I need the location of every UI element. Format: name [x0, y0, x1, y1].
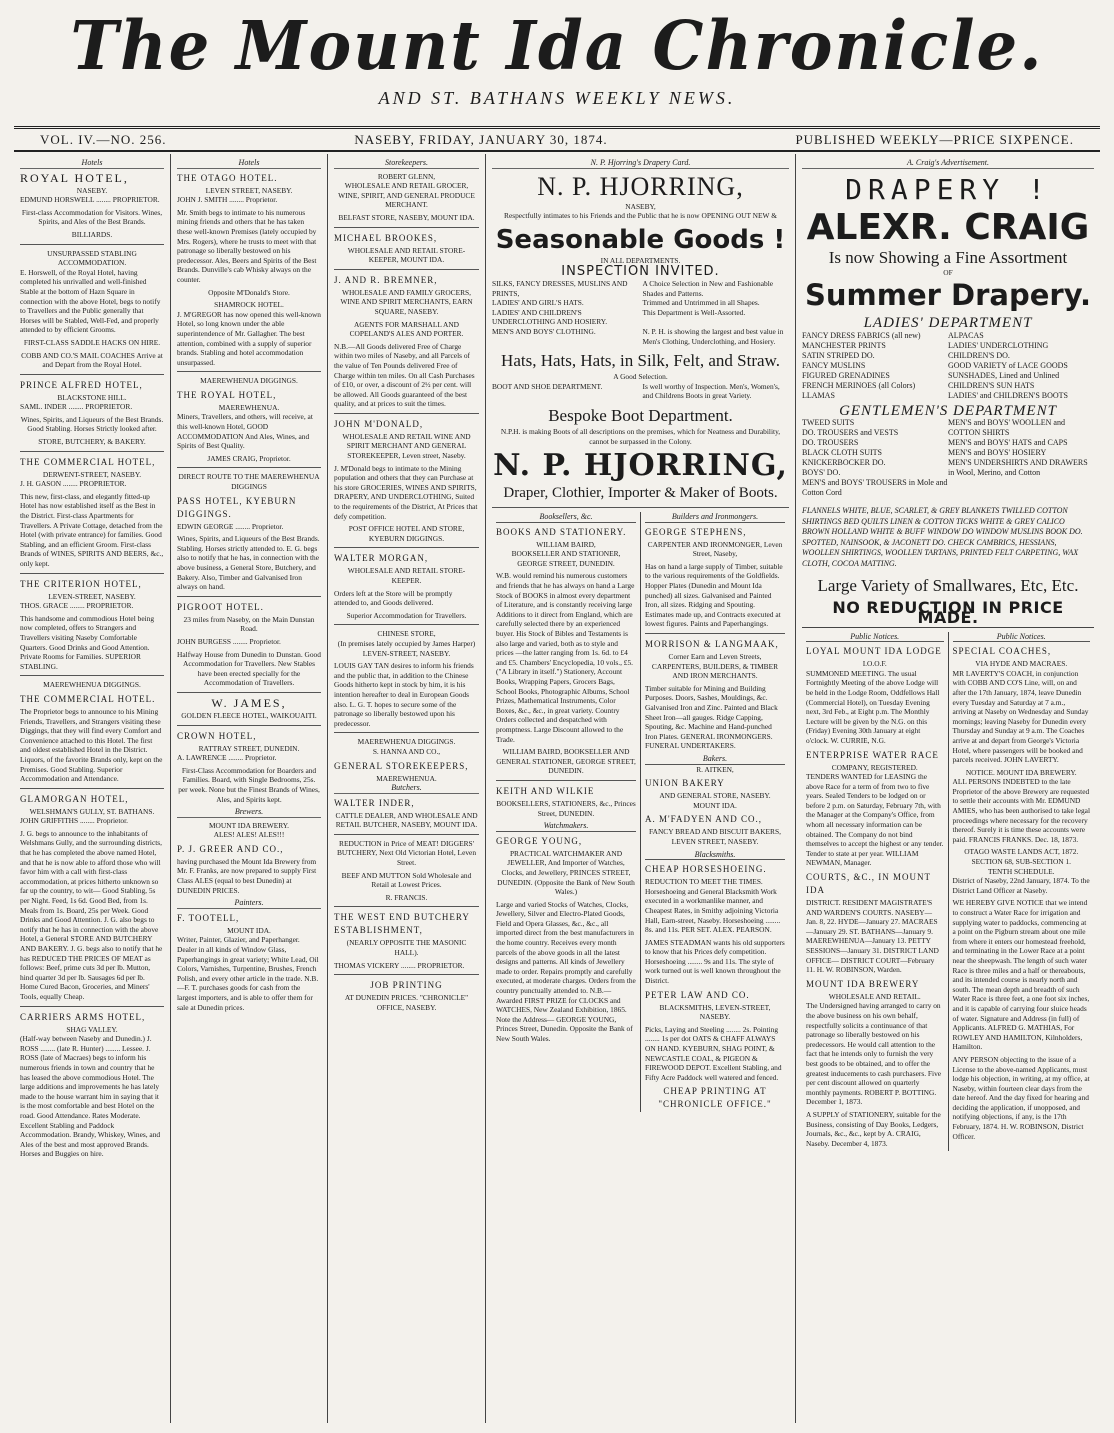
ad-text: (NEARLY OPPOSITE THE MASONIC HALL).	[346, 938, 467, 958]
showing-line: Is now Showing a Fine Assortment	[828, 247, 1068, 267]
ad-subheading: TENTH SCHEDULE.	[987, 866, 1055, 876]
ad-text: The Proprietor begs to announce to his Mining Friends, Travellers, and Strangers visiting these Diggings, that they will find every Comfort and Convenience attached to this Hotel. The first and oldest established Hotel in the District. Liquors, of the favorite Brands only, kept on the Premises. Good Stabling. Superior Accommodation and Attendance.	[20, 706, 163, 784]
ad-title: WILLIAM BAIRD,	[536, 539, 596, 549]
ad-text: (Half-way between Naseby and Dunedin.) J. ROSS ........ (late R. Hunter) ........ Lessee. J. ROSS (late of Macraes) begs to inform his numerous friends in town and country that he has leased the above commodious Hotel. The large additions and improvements he has lately made to the house warrant him in saying that it is the most comfortable and best Hotel on the road. Good Attendance. Rates Moderate. Excellent Stabling and Paddock Accommodation. Brandy, Whiskey, Wines, and Ales of the best and most approved Brands. Horses and Buggies on hire.	[20, 1034, 161, 1159]
inspection-invited: INSPECTION INVITED.	[561, 264, 720, 280]
ad-subheading: UNSURPASSED STABLING ACCOMMODATION.	[47, 248, 137, 268]
goods-row	[492, 327, 789, 346]
ad-text: R. AITKEN,	[696, 764, 734, 774]
ad-text: CATTLE DEALER, AND WHOLESALE AND RETAIL BUTCHER, NASEBY, MOUNT IDA.	[335, 810, 478, 830]
ad-text: A SUPPLY of STATIONERY, suitable for the Business, consisting of Day Books, Ledgers, Journals, &c., &c., kept by A. CRAIG, Naseby. December 4, 1873.	[806, 1109, 941, 1148]
ad-place: DERWENT-STREET, NASEBY.	[42, 469, 142, 479]
list-item: MEN'S and BOYS' HATS and CAPS	[948, 438, 1068, 448]
list-item: FRENCH MERINOES (all Colors)	[802, 380, 916, 390]
ad-place: MAEREWHENUA.	[218, 402, 280, 412]
column-5-split	[802, 632, 1094, 1152]
ad-title: ROYAL HOTEL,	[20, 170, 129, 185]
goods-line: LADIES' AND GIRL'S HATS.	[492, 298, 584, 308]
goods-desc: N. P. H. is showing the largest and best value in Men's Clothing, Underclothing, and Hosiery.	[642, 326, 784, 346]
ad-subheading: ALES! ALES! ALES!!!	[213, 830, 285, 840]
ad-subheading: MAEREWHENUA DIGGINGS.	[200, 376, 298, 386]
list-item: MEN'S and BOYS' TROUSERS in Mole and Cotton Cord	[802, 478, 948, 498]
ad-text: DISTRICT. RESIDENT MAGISTRATE'S AND WARDEN'S COURTS. NASEBY—Jan. 8, 22. HYDE—January 27. MACRAES—January 29. ST. BATHANS—January 9. MAEREWHENUA—January 13. PETTY SESSIONS—January 31. DISTRICT LAND OFFICE— DISTRICT COURT—February 11. H. W. ROBINSON, Warden.	[806, 898, 939, 975]
divider	[177, 467, 321, 468]
list-item: DO. TROUSERS	[802, 438, 859, 448]
ad-text: N.B.—All Goods delivered Free of Charge within two miles of Naseby, and all Parcels of the value of Ten Pounds delivered Free of Charge within ten miles. On all Cash Purchases of £10, or over, a discount of 2½ per cent. will be allowed. All Goods guaranteed of the best quality, and at prices to suit the times.	[334, 341, 475, 409]
columns	[14, 154, 1100, 1423]
column-storekeepers	[328, 154, 486, 1423]
divider	[177, 692, 321, 693]
ad-text: CARPENTER AND IRONMONGER, Leven Street, Naseby,	[647, 539, 783, 559]
ad-title: CARRIERS ARMS HOTEL,	[20, 1011, 146, 1022]
ad-text: W.B. would remind his numerous customers and friends that he has always on hand a Large Stock of BOOKS in almost every department of Literature, and is constantly receiving large Additions to it direct from England, which are carefully selected there by an experienced buyer. His Stock of Bibles and Testaments is also large and varied, both as to style and prices —the latter ranging from 1s. 6d. to £4 and £5. Chambers' Encyclopedia, 10 vols., £5. ("A Library in itself.") Stationery, Account Books, Wrapping Papers, Grocers Bags, School Books, Photographic Albums, School Prizes, Mathematical Instruments, Color Boxes, &c., &c., in great variety. Country Orders collected and despatched with promptness. Large Discount allowed to the Trade.	[496, 571, 635, 744]
ad-title: A. M'FADYEN AND CO.,	[645, 814, 762, 825]
ad-text: 23 miles from Naseby, on the Main Dunstan Road.	[183, 614, 315, 634]
divider	[20, 451, 164, 452]
list-item: SUNSHADES, Lined and Unlined	[948, 370, 1060, 380]
ad-text: This handsome and commodious Hotel being now completed, offers to Strangers and Travellers visiting Naseby Comfortable Quarters. Good Drinks and Good Attention. Private Rooms for Families. SUPERIOR STABLING.	[20, 613, 155, 671]
divider	[645, 633, 785, 634]
ad-place: SHAG VALLEY.	[66, 1024, 118, 1034]
gentlemen-list	[802, 418, 1094, 498]
ad-title: MICHAEL BROOKES,	[334, 232, 438, 243]
ad-title: GLAMORGAN HOTEL,	[20, 793, 129, 804]
ladies-list-left	[802, 331, 948, 401]
list-item: TWEED SUITS	[802, 418, 855, 428]
ad-text: REDUCTION in Price of MEAT! DIGGERS' BUTCHERY, Next Old Victorian Hotel, Leven Street.	[336, 838, 477, 868]
ad-place: SECTION 68, SUB-SECTION 1.	[971, 857, 1072, 867]
list-item: GOOD VARIETY of LACE GOODS	[948, 360, 1068, 370]
bespoke-heading: Bespoke Boot Department.	[548, 405, 733, 425]
ad-text: Opposite M'Donald's Store.	[208, 287, 290, 297]
ad-text: AND GENERAL STORE, NASEBY. MOUNT IDA.	[659, 791, 771, 810]
ad-place: WELSHMAN'S GULLY, ST. BATHANS.	[29, 806, 155, 816]
ad-title: KEITH AND WILKIE	[496, 785, 595, 796]
column-4-split	[492, 512, 789, 1112]
ad-title: P. J. GREER AND CO.,	[177, 843, 284, 854]
ad-text: WHOLESALE AND RETAIL WINE AND SPIRIT MERCHANT AND GENERAL STOREKEEPER, Leven street, Naseby.	[342, 431, 471, 461]
ad-title: W. JAMES,	[211, 695, 287, 710]
list-item: CHILDREN'S DO.	[948, 350, 1010, 360]
ad-place: MOUNT IDA.	[227, 925, 271, 935]
ad-proprietor: JOHN BURGESS ........ Proprietor.	[177, 636, 281, 646]
ad-text: BLACKSMITHS, LEVEN-STREET, NASEBY.	[659, 1002, 771, 1022]
section-heading: Brewers.	[177, 807, 321, 818]
ad-text: District of Naseby, 22nd January, 1874. To the District Land Officer at Naseby.	[952, 876, 1090, 895]
divider	[334, 269, 479, 270]
ad-subheading: BILLIARDS.	[71, 229, 113, 239]
ad-text: J. M'GREGOR has now opened this well-known Hotel, so long known under the able superintendence of Mr. Gallagher. The best attention, combined with a supply of superior brands. Stabling and hotel accommodation unsurpassed.	[177, 309, 322, 367]
ad-title: THE COMMERCIAL HOTEL,	[20, 456, 156, 467]
seasonable-goods: Seasonable Goods !	[495, 224, 786, 255]
ad-text: AGENTS FOR MARSHALL AND COPELAND'S ALES AND PORTER.	[349, 319, 464, 339]
list-item: MEN'S and BOYS' WOOLLEN and COTTON SHIRTS	[948, 418, 1065, 438]
ad-title: WALTER INDER,	[334, 797, 415, 808]
list-item: MEN'S and BOYS' HOSIERY	[948, 448, 1047, 458]
ad-title: PIGROOT HOTEL.	[177, 601, 264, 612]
goods-line: BOOT AND SHOE DEPARTMENT.	[492, 381, 603, 391]
goods-line: LADIES' AND CHILDREN'S UNDERCLOTHING AND HOSIERY.	[492, 307, 608, 327]
price-line: PUBLISHED WEEKLY—PRICE SIXPENCE.	[795, 131, 1074, 147]
ad-place: GOLDEN FLEECE HOTEL, WAIKOUAITI.	[181, 710, 317, 720]
ad-subheading: MAEREWHENUA DIGGINGS.	[357, 737, 456, 747]
subcolumn-notices-left	[802, 632, 949, 1152]
section-heading: Blacksmiths.	[645, 850, 785, 861]
list-item: FANCY DRESS FABRICS (all new)	[802, 330, 921, 340]
divider	[177, 371, 321, 372]
ad-text: BOOKSELLERS, STATIONERS, &c., Princes Street, DUNEDIN.	[496, 798, 636, 818]
ad-text: ALL PERSONS INDEBTED to the late Proprietor of the above Brewery are requested to settle their accounts with Mr. EDMUND AMIES, who has been authorised to take legal proceedings where necessary for the recovery thereof. Surely it is time these accounts were paid. FRANCIS FRANKS. Dec. 18, 1873.	[952, 777, 1091, 844]
gentlemens-department: GENTLEMEN'S DEPARTMENT	[839, 402, 1057, 419]
divider	[334, 834, 479, 835]
list-item: MEN'S UNDERSHIRTS AND DRAWERS in Wool, Merino, and Cotton	[948, 458, 1088, 478]
section-heading: Booksellers, &c.	[496, 512, 636, 523]
ad-text: Respectfully intimates to his Friends and the Public that he is now OPENING OUT NEW &	[504, 211, 777, 221]
ad-text: Miners, Travellers, and others, will receive, at this well-known Hotel, GOOD ACCOMMODATION And Ales, Wines, and Spirits of Best Quality.	[177, 412, 313, 451]
dateline	[14, 126, 1100, 152]
ad-title: CHINESE STORE,	[377, 629, 436, 639]
ad-text: First-Class Accommodation for Boarders and Families. Board, with Single Bedrooms, 25s. per week. None but the Finest Brands of Wines, Ales, and Spirits kept.	[178, 765, 320, 804]
ad-text: BOOKSELLER AND STATIONER, GEORGE STREET, DUNEDIN.	[511, 549, 621, 568]
ad-text: Large and varied Stocks of Watches, Clocks, Jewellery, Silver and Electro-Plated Goods, Field and Opera Glasses, &c., &c., all imported direct from the best manufacturers in the home country. Receives every month parcels of the above goods in all the latest designs and patterns. All kinds of Jewellery made to order. Repairs promptly and carefully executed, at moderate charges. Orders from the country punctually attended to. N.B.—Awarded FIRST PRIZE for CLOCKS and WATCHES, New Zealand Exhibition, 1865. Note the Address— GEORGE YOUNG, Princes Street, Dunedin. Opposite the Bank of New South Wales.	[496, 899, 636, 1043]
section-heading: Hotels	[177, 158, 321, 169]
subcolumn-books	[492, 512, 641, 1112]
goods-desc: Is well worthy of Inspection. Men's, Women's, and Childrens Boots in great Variety.	[642, 381, 780, 401]
ad-text: J. M'Donald begs to intimate to the Mining population and others that they can Purchase at his store GROCERIES, WINES AND SPIRITS, DRAPERY, AND UNDERCLOTHING, Suited to the requirements of the District, At Prices that defy competition.	[334, 463, 478, 521]
ad-title: JOB PRINTING	[370, 980, 443, 991]
divider	[20, 788, 164, 789]
ad-text: WHOLESALE AND RETAIL STORE-KEEPER, MOUNT IDA.	[347, 245, 466, 265]
ad-title: JOHN M'DONALD,	[334, 418, 424, 429]
column-hotels-2	[171, 154, 328, 1423]
hats-heading: Hats, Hats, Hats, in Silk, Felt, and Straw.	[501, 351, 780, 371]
section-heading: A. Craig's Advertisement.	[802, 158, 1094, 169]
ad-place: VIA HYDE AND MACRAES.	[975, 659, 1068, 669]
ad-text: Wines, Spirits, and Liqueurs of the Best Brands. Good Stabling. Horses Strictly looked after.	[20, 414, 164, 434]
smallwares-line: Large Variety of Smallwares, Etc, Etc.	[817, 576, 1079, 596]
ad-place: NASEBY.	[76, 185, 108, 195]
ad-text: J. G. begs to announce to the inhabitants of Welshmans Gully, and the surrounding districts, that he has completed the above named Hotel, and that he is now able to afford those who will favor him with a call with first-class accommodation, at prices hitherto unknown so far up the country, to wit— Good Stabling, 5s per Night. Feed, 1s 6d. Good Bed, from 1s. Meals from 1s. Board, 25s per Week. Good Drinks and Good Attention. J. G. also begs to notify that he has in connection with the above Hotel, a General STORE AND BUTCHERY AND BAKERY. J. G. begs also to notify that he has REDUCED THE PRICES OF MEAT as follows: Beef, prime cuts 3d per lb. Mutton, hind quarter 3d per lb. Sausages 6d per lb. Home Cured Bacon, Groceries, and Miners' Tools, equally Cheap.	[20, 828, 163, 1001]
ad-proprietor: JAMES CRAIG, Proprietor.	[207, 453, 291, 463]
list-item: FIGURED GRENADINES	[802, 370, 890, 380]
ad-proprietor: A. LAWRENCE ........ Proprietor.	[177, 753, 277, 763]
goods-desc: Trimmed and Untrimmed in all Shapes.	[642, 298, 760, 308]
ad-proprietor: EDMUND HORSWELL ........ PROPRIETOR.	[20, 195, 160, 205]
goods-row	[492, 279, 789, 298]
ad-title: BOOKS AND STATIONERY.	[496, 526, 627, 537]
ad-title: UNION BAKERY	[645, 778, 725, 789]
ad-title: COURTS, &C., IN MOUNT IDA	[806, 872, 931, 896]
ad-text: WHOLESALE AND RETAIL STORE-KEEPER.	[347, 566, 466, 585]
ad-title: THE ROYAL HOTEL,	[177, 389, 277, 400]
ad-title: GEORGE YOUNG,	[496, 835, 583, 846]
ad-text: IN ALL DEPARTMENTS.	[600, 255, 681, 265]
ad-title: GENERAL STOREKEEPERS,	[334, 760, 469, 771]
ad-text: FIRST-CLASS SADDLE HACKS ON HIRE.	[23, 337, 161, 347]
ad-text: A Good Selection.	[613, 372, 668, 382]
newspaper-page	[14, 8, 1100, 1423]
ad-text: BEEF AND MUTTON Sold Wholesale and Retail at Lowest Prices.	[341, 870, 472, 890]
ad-text: SUMMONED MEETING. The usual Fortnightly Meeting of the above Lodge will be held in the Lodge Room, Oddfellows Hall (Commercial Hotel), on Tuesday Evening next, 3rd Feb., at Eight p.m. The Monthly Lecture will be given by the N.G. on this (Friday) Evening 30th January at eight o'clock. W. CURRIE, N.G.	[806, 668, 940, 745]
ad-text: Corner Earn and Leven Streets, CARPENTERS, BUILDERS, & TIMBER AND IRON MERCHANTS.	[651, 652, 779, 681]
ad-text: PRACTICAL WATCHMAKER AND JEWELLER, And Importer of Watches, Clocks, and Jewellery, PRINCES STREET, DUNEDIN. (Opposite the Bank of New South Wales.)	[497, 848, 635, 897]
divider	[334, 906, 479, 907]
ad-text: Picks, Laying and Steeling ........ 2s. Pointing ........ 1s per dot OATS & CHAFF ALWAYS ON HAND. KYEBURN, SHAG POINT, & NEWCASTLE COAL, & PIGEON & FIREWOOD DEPOT. Excellent Stabling, and Fifty Acre Paddock well watered and fenced.	[645, 1024, 782, 1082]
list-item: FANCY MUSLINS	[802, 360, 866, 370]
ad-title: OTAGO WASTE LANDS ACT, 1872.	[964, 847, 1079, 857]
ladies-department: LADIES' DEPARTMENT	[863, 315, 1033, 332]
ad-place: BLACKSTONE HILL.	[57, 392, 127, 402]
list-item: BOYS' DO.	[802, 468, 841, 478]
goods-desc: This Department is Well-Assorted.	[642, 307, 746, 317]
ad-title: GEORGE STEPHENS,	[645, 526, 747, 537]
volume-number: VOL. IV.—NO. 256.	[40, 131, 167, 147]
ad-text: WILLIAM BAIRD, BOOKSELLER AND GENERAL STATIONER, GEORGE STREET, DUNEDIN.	[496, 747, 636, 776]
divider	[177, 725, 321, 726]
ad-text: LOUIS GAY TAN desires to inform his friends and the public that, in addition to the Chinese Goods hitherto kept in stock by him, it is his intention hereafter to deal in European Goods also. L. G. T. hopes to secure some of the patronage so liberally bestowed upon his predecessor.	[334, 661, 474, 728]
section-heading: Builders and Ironmongers.	[645, 512, 785, 523]
list-item: SATIN STRIPED DO.	[802, 350, 875, 360]
ad-text: ANY PERSON objecting to the issue of a License to the above-named Applicants, must lodge his objection, in writing, at my office, at Naseby, within fourteen clear days from the date hereof. And the day fixed for hearing and deciding the application, if unopposed, and notifying objections, if any, is the 17th February, 1874. H. W. ROBINSON, District Officer.	[952, 1054, 1090, 1141]
ad-place: WHOLESALE AND RETAIL.	[828, 991, 921, 1001]
ad-text: Timber suitable for Mining and Building Purposes. Doors, Sashes, Mouldings, &c. Galvanised Iron and Zinc. Painted and Black Sheet Iron—all gauges. Ridge Capping, Spouting, &c. Machine and Hand-punched Iron Plates. GENERAL IRONMONGERS. FUNERAL UNDERTAKERS.	[645, 683, 778, 751]
column-hotels-1	[14, 154, 171, 1423]
ad-title: CHEAP PRINTING AT "CHRONICLE OFFICE."	[658, 1086, 772, 1110]
divider	[496, 780, 636, 781]
goods-line: SILKS, FANCY DRESSES, MUSLINS AND PRINTS,	[492, 278, 628, 298]
ladies-list-right	[948, 331, 1094, 401]
divider	[20, 1006, 164, 1007]
ad-place: RATTRAY STREET, DUNEDIN.	[198, 743, 300, 753]
ad-title: MOUNT IDA BREWERY	[806, 978, 920, 989]
ad-title: LOYAL MOUNT IDA LODGE	[806, 646, 942, 657]
craig-name: ALEXR. CRAIG	[806, 206, 1090, 248]
ad-place: MAEREWHENUA.	[376, 773, 437, 783]
ad-text: This new, first-class, and elegantly fitted-up Hotel has now established itself as the Best in the District. First-class Apartments for Travellers. A Private Cottage, detached from the Hotel (with private entrance) for families. Good Stabling, and an efficient Groom. First-class Brands of WINES, SPIRITS AND BEERS, &c., only kept.	[20, 491, 164, 568]
ad-text: BELFAST STORE, NASEBY, MOUNT IDA.	[338, 212, 475, 222]
hjorring-name: N. P. HJORRING,	[537, 171, 744, 201]
ad-text: Has on hand a large supply of Timber, suitable to the various requirements of the Goldfields. Hopper Plates (Dunedin and Mount Ida punched) all sizes. Galvanised and Painted Iron, all sizes. Ridging and Spouting. Estimates made up, and Contracts executed at lowest figures. Paints and Paperhangings.	[645, 561, 783, 629]
divider	[20, 675, 164, 676]
goods-row	[492, 382, 789, 401]
ad-proprietor: EDWIN GEORGE ........ Proprietor.	[177, 521, 284, 531]
divider	[334, 413, 479, 414]
drapery-heading: DRAPERY !	[845, 172, 1051, 206]
ad-proprietor: THOS. GRACE ........ PROPRIETOR.	[20, 601, 134, 611]
ad-place: LEVEN STREET, NASEBY.	[205, 185, 293, 195]
ad-proprietor: JOHN J. SMITH ........ Proprietor.	[177, 195, 278, 205]
newspaper-subtitle: AND ST. BATHANS WEEKLY NEWS.	[378, 88, 736, 108]
ad-text: Superior Accommodation for Travellers.	[346, 610, 467, 620]
section-heading: Storekeepers.	[334, 158, 479, 169]
list-item: CHILDREN'S SUN HATS	[948, 380, 1035, 390]
divider	[20, 244, 164, 245]
list-item: MANCHESTER PRINTS	[802, 340, 886, 350]
ad-title: THE OTAGO HOTEL.	[177, 172, 278, 183]
newspaper-title: The Mount Ida Chronicle.	[70, 7, 1044, 86]
ad-title: PRINCE ALFRED HOTEL,	[20, 379, 143, 390]
goods-line: MEN'S AND BOYS' CLOTHING.	[492, 326, 596, 336]
section-heading: Painters.	[177, 898, 321, 909]
ladies-list	[802, 331, 1094, 401]
list-item: LADIES' UNDERCLOTHING	[948, 340, 1049, 350]
ad-title: SHAMROCK HOTEL.	[214, 300, 284, 310]
divider	[334, 547, 479, 548]
ad-text: S. HANNA AND CO.,	[372, 746, 441, 756]
ad-title: THE COMMERCIAL HOTEL.	[20, 693, 156, 704]
divider	[20, 374, 164, 375]
divider	[334, 732, 479, 733]
hjorring-large-name: N. P. HJORRING,	[493, 448, 788, 484]
gentlemen-list-right	[948, 418, 1094, 498]
ad-title: SPECIAL COACHES,	[952, 646, 1052, 657]
ad-place: LEVEN-STREET, NASEBY.	[48, 591, 136, 601]
goods-desc: A Choice Selection in New and Fashionable Shades and Patterns.	[642, 278, 774, 298]
ad-text: (In premises lately occupied by James Harper) LEVEN-STREET, NASEBY.	[337, 638, 476, 658]
ad-title: F. TOOTELL,	[177, 912, 240, 923]
ad-text: FANCY BREAD AND BISCUIT BAKERS, LEVEN STREET, NASEBY.	[649, 827, 781, 846]
ad-text: The Undersigned having arranged to carry on the above business on his own behalf, respectfully solicits a continuance of that patronage so liberally bestowed on his predecessors. He would call attention to the fact that he intends only to furnish the very best goods to be obtained, and to offer the greatest inducements to cash purchasers. Five per cent discount allowed on quarterly monthly payments. ROBERT P. BOTTING. December 1, 1873.	[806, 1001, 942, 1107]
ad-text: TENDERS WANTED for LEASING the above Race for a term of from two to five years. Sealed Tenders to be lodged on or before 2 p.m. on Saturday, February 7th, with the Manager at the Company's Office, from whom all necessary information can be obtained. The Company do not bind themselves to accept the highest or any tender. Tender to state at per year. WILLIAM NEWMAN, Manager.	[806, 772, 944, 868]
divider	[334, 227, 479, 228]
ad-subheading: MAEREWHENUA DIGGINGS.	[43, 680, 141, 690]
ad-title: PETER LAW AND CO.	[645, 989, 750, 1000]
ad-title: MORRISON & LANGMAAK,	[645, 639, 779, 650]
ad-proprietor: JOHN GRIFFITHS ........ Proprietor.	[20, 816, 128, 826]
ad-title: THE WEST END BUTCHERY ESTABLISHMENT,	[334, 912, 470, 936]
ad-text: N.P.H. is making Boots of all descriptions on the premises, which for Neatness and Durability, cannot be surpassed in the Colony.	[500, 426, 781, 446]
goods-row	[492, 308, 789, 327]
summer-drapery: Summer Drapery.	[805, 278, 1091, 313]
ad-text: R. FRANCIS.	[385, 892, 428, 902]
column-craig	[796, 154, 1100, 1423]
masthead	[14, 8, 1100, 120]
ad-title: CHEAP HORSESHOEING.	[645, 864, 767, 875]
list-item: LADIES' and CHILDREN'S BOOTS	[948, 390, 1068, 400]
ad-title: NOTICE. MOUNT IDA BREWERY.	[965, 767, 1077, 777]
ad-place: COMPANY, REGISTERED.	[831, 762, 918, 772]
divider	[334, 624, 479, 625]
list-item: DO. TROUSERS and VESTS	[802, 428, 899, 438]
ad-text: OF	[943, 267, 953, 277]
ad-title: THE CRITERION HOTEL,	[20, 578, 142, 589]
issue-date: NASEBY, FRIDAY, JANUARY 30, 1874.	[354, 131, 608, 147]
gentlemen-list-left	[802, 418, 948, 498]
ad-text: STORE, BUTCHERY, & BAKERY.	[38, 437, 146, 447]
ad-text: Writer, Painter, Glazier, and Paperhanger. Dealer in all kinds of Window Glass, Paperhangings in great variety; White Lead, Oil Colors, Varnishes, Turpentine, Brushes, French Polish, and every other article in the trade. N.B.—F. T. purchases goods for cash from the largest importers, and is able to offer them for sale at Dunedin prices.	[177, 935, 319, 1012]
ad-text: Halfway House from Dunedin to Dunstan. Good Accommodation for Travellers. New Stables have been erected specially for the Accommodation of Travellers.	[177, 649, 321, 688]
ad-text: POST OFFICE HOTEL AND STORE, KYEBURN DIGGINGS.	[348, 524, 465, 543]
ad-text: E. Horswell, of the Royal Hotel, having completed his unrivalled and well-finished Stable at the bottom of Hazn Square in connection with the above Hotel, begs to notify to Travellers and the Public generally that Horses will be Stabled, Well-Fed, and properly attended to by efficient Grooms.	[20, 267, 161, 335]
section-heading: Public Notices.	[953, 632, 1091, 643]
section-heading: Butchers.	[334, 783, 479, 794]
divider	[492, 507, 789, 508]
ad-text: having purchased the Mount Ida Brewery from Mr. F. Franks, are now prepared to supply First Class ALES (equal to best Dunedin) at DUNEDIN PRICES.	[177, 856, 317, 895]
goods-row	[492, 298, 789, 308]
list-item: KNICKERBOCKER DO.	[802, 458, 886, 468]
flannels-list: FLANNELS WHITE, BLUE, SCARLET, & GREY BLANKETS TWILLED COTTON SHIRTINGS BED QUILTS LINEN & COTTON TICKS WHITE & GREY CALICO BROWN HOLLAND WHITE & BUFF WINDOW DO WINDOW MUSLINS BOOK DO. SPOTTED, NAINSOOK, & JACONETT DO. CHECK CAMBRICS, HESSIANS, WOOLLEN SHIRTINGS, WOOLLEN TARTANS, PRINTED FELT CARPETING, WAX CLOTH, COCOA MATTING.	[802, 506, 1083, 568]
ad-text: Wines, Spirits, and Liqueurs of the Best Brands. Stabling. Horses strictly attended to. E. G. begs also to notify that he has, in connection with the above business, a General Store, Butchery, and Bakery. Also, Timber and Galvanised Iron always on hand.	[177, 534, 320, 592]
subcolumn-notices-right	[949, 632, 1095, 1152]
ad-title: CROWN HOTEL,	[177, 730, 257, 741]
no-reduction: NO REDUCTION IN PRICE MADE.	[802, 603, 1094, 627]
ad-text: REDUCTION TO MEET THE TIMES. Horseshoeing and General Blacksmith Work executed in a workmanlike manner, and Cheapest Rates, in Smithy adjoining Victoria Hall, Earn-street, Naseby. Horseshoeing ........ 8s. and 11s. PER SET. ALEX. PEARSON.	[645, 877, 781, 935]
ad-title: ENTERPRISE WATER RACE	[806, 749, 939, 760]
ad-place: NASEBY,	[625, 201, 656, 211]
section-heading: Hotels	[20, 158, 164, 169]
ad-text: WE HEREBY GIVE NOTICE that we intend to construct a Water Race for irrigation and supplying water to paddocks, commencing at a point on the Pigburn stream about one mile from where it enters our homestead freehold, and terminating in the Lower Race at a point near the sheepwash. The length of such water Race is three miles and a half or thereabouts, and its intended course is nearly north and south. The mean depth and breadth of such Water Race is three feet, a one foot six inches, and it is capable of carrying four sluice heads of water. Signature and Address (in full) of Applicants. ALFRED G. MATHIAS, For ROWLEY AND HAMILTON, Kilnholders, Hamilton.	[952, 898, 1090, 1052]
ad-title: MOUNT IDA BREWERY.	[208, 820, 289, 830]
ad-text: MR LAVERTY'S COACH, in conjunction with COBB AND CO'S Line, will, on and after the 17th January, 1874, leave Dunedin every Tuesday and Saturday at 7 a.m., arriving at Naseby on Wednesday and Sunday mornings; leaving Naseby for Dunedin every Thursday and Sunday at 9 a.m. The Coaches arrive at and depart from George's Victoria Hotel, where passengers will be booked and parcels received. JOHN LAVERTY.	[952, 668, 1089, 765]
divider	[20, 573, 164, 574]
list-item: ALPACAS	[948, 330, 984, 340]
hjorring-trade: Draper, Clothier, Importer & Maker of Boots.	[503, 485, 778, 502]
ad-text: COBB AND CO.'S MAIL COACHES Arrive at and Depart from the Royal Hotel.	[21, 350, 163, 370]
divider	[334, 974, 479, 975]
section-heading: Watchmakers.	[496, 821, 636, 832]
ad-place: I.O.O.F.	[862, 659, 887, 669]
ad-text: First-class Accommodation for Visitors. Wines, Spirits, and Ales of the Best Brands.	[21, 207, 163, 227]
subcolumn-builders	[641, 512, 789, 1112]
ad-text: JAMES STEADMAN wants his old supporters to know that his Prices defy competition. Horseshoeing ........ 9s and 11s. The style of work turned out is well known throughout the District.	[645, 937, 785, 986]
ad-proprietor: THOMAS VICKERY ........ PROPRIETOR.	[334, 960, 465, 970]
ad-text: Mr. Smith begs to intimate to his numerous mining friends and others that he has taken these well-known Premises (lately occupied by Mrs. Rogers), where he trusts to meet with that patronage so liberally bestowed on his predecessor. Ales, Beers and Spirits of the Best Brands. Dunville's cab Whisky always on the counter.	[177, 207, 317, 284]
section-heading: N. P. Hjorring's Drapery Card.	[492, 158, 789, 169]
ad-text: AT DUNEDIN PRICES. "CHRONICLE" OFFICE, NASEBY.	[344, 993, 469, 1012]
ad-title: PASS HOTEL, KYEBURN DIGGINGS.	[177, 495, 297, 519]
ad-subheading: DIRECT ROUTE TO THE MAEREWHENUA DIGGINGS	[178, 472, 320, 492]
ad-text: WHOLESALE AND FAMILY GROCERS, WINE AND SPIRIT MERCHANTS, EARN SQUARE, NASEBY.	[340, 287, 473, 316]
ad-text: WHOLESALE AND RETAIL GROCER, WINE, SPIRIT, AND GENERAL PRODUCE MERCHANT.	[338, 181, 475, 210]
divider	[177, 596, 321, 597]
section-heading: Public Notices.	[806, 632, 944, 643]
ad-proprietor: J. H. GASON ........ PROPRIETOR.	[20, 479, 127, 489]
ad-title: ROBERT GLENN,	[377, 171, 436, 181]
list-item: BLACK CLOTH SUITS	[802, 448, 883, 458]
ad-text: Orders left at the Store will be promptly attended to, and Goods delivered.	[334, 588, 453, 608]
list-item: LLAMAS	[802, 390, 835, 400]
section-heading: Bakers.	[645, 754, 785, 765]
ad-title: WALTER MORGAN,	[334, 553, 429, 564]
ad-proprietor: SAML. INDER ........ PROPRIETOR.	[20, 402, 133, 412]
column-hjorring	[486, 154, 796, 1423]
ad-title: J. AND R. BREMNER,	[334, 274, 438, 285]
